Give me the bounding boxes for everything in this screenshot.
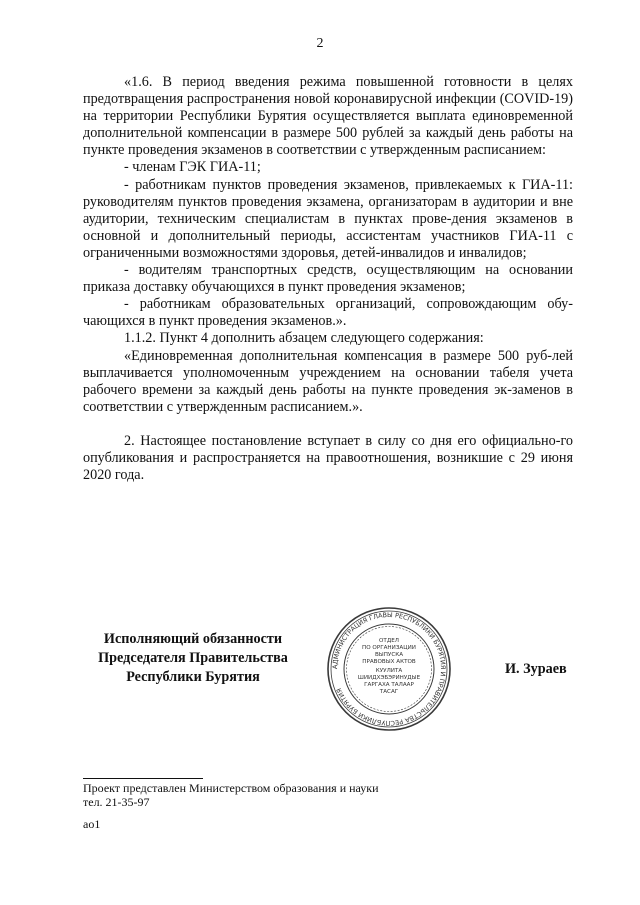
footnote-divider — [83, 778, 203, 779]
signatory-title-line-3: Республики Бурятия — [126, 669, 260, 685]
list-item-drivers: - водителям транспортных средств, осуществляющим на основании приказа доставку обучающихся в пункт проведения экзаменов; — [83, 262, 573, 296]
official-seal — [326, 606, 452, 732]
seal-line-8: ТАСАГ — [379, 689, 399, 695]
list-item-school-staff: - работникам образовательных организаций, сопровождающим обу-чающихся в пункт проведения экзаменов.». — [83, 296, 573, 330]
footnote — [83, 782, 379, 809]
seal-line-1: ОТДЕЛ — [379, 638, 399, 644]
footnote-line-2: тел. 21-35-97 — [83, 794, 150, 809]
seal-line-4: ПРАВОВЫХ АКТОВ — [362, 659, 416, 665]
footnote-line-1: Проект представлен Министерством образования и науки — [83, 781, 379, 795]
page-number: 2 — [316, 36, 324, 51]
list-item-ppe-workers: - работникам пунктов проведения экзаменов, привлекаемых к ГИА-11: руководителям пунктов проведения экзамена, организаторам в аудитории и вне аудитории, техническим специалистам в пунктах прове-дения экзаменов в основной и дополнительный периоды, ассистентам участников ГИА-11 с ограниченными возможностями здоровья, детей-инвалидов и инвалидов; — [83, 176, 573, 261]
seal-line-6: ШИИДХЭБЭРИНУДЫЕ — [357, 675, 421, 681]
document-body — [83, 74, 573, 484]
list-item-gek: - членам ГЭК ГИА-11; — [124, 159, 261, 176]
signatory-name: И. Зураев — [505, 661, 567, 677]
seal-ring-text: АДМИНИСТРАЦИЯ ГЛАВЫ РЕСПУБЛИКИ БУРЯТИЯ И ПРАВИТЕЛЬСТВА РЕСПУБЛИКИ БУРЯТИЯ — [330, 610, 448, 728]
document-code: ао1 — [83, 817, 101, 831]
signatory-title — [88, 630, 298, 687]
paragraph-1-6-intro: «1.6. В период введения режима повышенной готовности в целях предотвращения распространения новой коронавирусной инфекции (COVID-19) на территории Республики Бурятия осуществляется выплата единовременной дополнительной компенсации в размере 500 рублей за каждый день работы на пункте проведения экзаменов в соответствии с утвержденным расписанием: — [83, 74, 573, 159]
paragraph-1-1-2-intro: 1.1.2. Пункт 4 дополнить абзацем следующего содержания: — [124, 330, 484, 347]
signatory-title-line-1: Исполняющий обязанности — [103, 631, 283, 647]
seal-line-5: КУУЛИТА — [375, 668, 403, 674]
seal-line-2: ПО ОРГАНИЗАЦИИ — [362, 645, 416, 651]
paragraph-1-1-2-text: «Единовременная дополнительная компенсация в размере 500 руб-лей выплачивается уполномоченным учреждением на основании табеля учета рабочего времени за каждый день работы на пункте проведения эк-заменов в соответствии с утвержденным расписанием.». — [83, 347, 573, 415]
seal-line-7: ГАРГАХА ТАЛААР — [364, 682, 414, 688]
paragraph-section-2: 2. Настоящее постановление вступает в силу со дня его официально-го опубликования и распространяется на правоотношения, возникшие с 29 июня 2020 года. — [83, 432, 573, 484]
signatory-title-line-2: Председателя Правительства — [98, 650, 288, 666]
seal-line-3: ВЫПУСКА — [374, 652, 404, 658]
